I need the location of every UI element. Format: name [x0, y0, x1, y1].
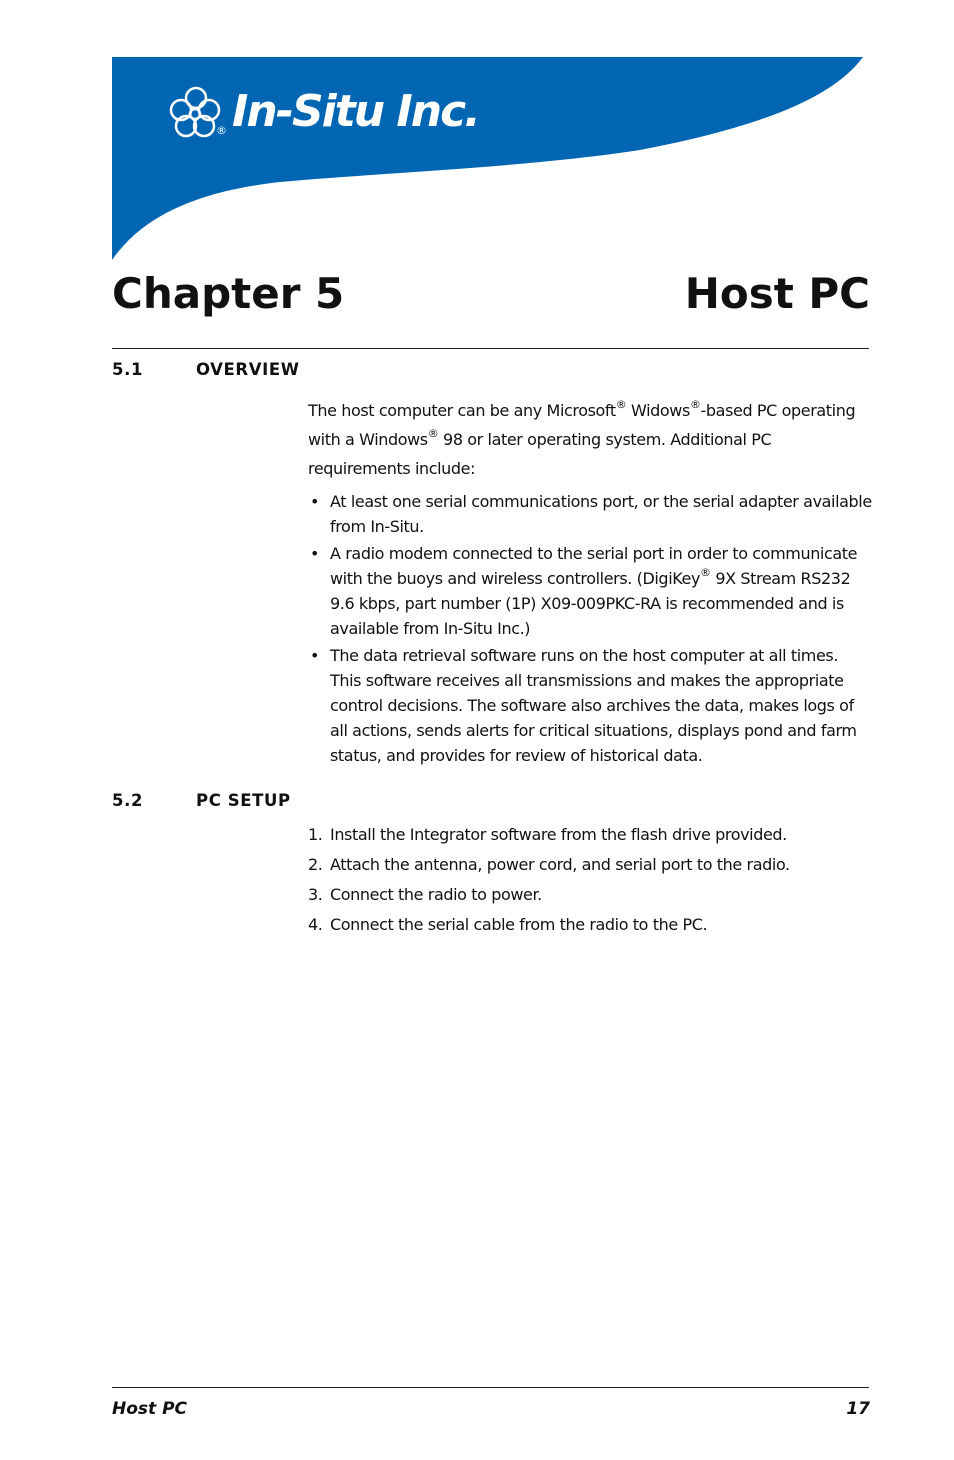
banner-swoosh	[112, 57, 863, 260]
section-number: 5.2	[112, 791, 144, 810]
footer-chapter-name: Host PC	[112, 1399, 188, 1419]
list-item: • At least one serial communications port, or the serial adapter available from In-Situ.	[308, 489, 873, 539]
setup-steps-list	[308, 822, 873, 942]
footer-divider	[112, 1387, 869, 1388]
overview-intro-paragraph: The host computer can be any Microsoft® Widows®-based PC operating with a Windows® 98 or later operating system. Additional PC requirements include:	[308, 397, 856, 478]
list-item: 1. Install the Integrator software from the flash drive provided.	[308, 825, 787, 844]
header-divider	[112, 348, 869, 349]
list-item: • A radio modem connected to the serial port in order to communicate with the buoys and wireless controllers. (DigiKey® 9X Stream RS232 9.6 kbps, part number (1P) X09-009PKC-RA is recommended and is available from In-Situ Inc.)	[308, 541, 873, 641]
section-number: 5.1	[112, 360, 144, 379]
registered-mark: ®	[216, 124, 227, 137]
section-heading: PC SETUP	[196, 791, 291, 810]
list-item: 3. Connect the radio to power.	[308, 885, 542, 904]
overview-body	[308, 396, 873, 768]
list-item: • The data retrieval software runs on the host computer at all times. This software receives all transmissions and makes the appropriate control decisions. The software also archives the data, makes logs of all actions, sends alerts for critical situations, displays pond and farm status, and provides for review of historical data.	[308, 643, 873, 768]
requirements-list	[308, 489, 873, 768]
registered-mark: ®	[615, 397, 627, 411]
section-heading: OVERVIEW	[196, 360, 300, 379]
chapter-title: Host PC	[684, 269, 870, 318]
chapter-label: Chapter 5	[112, 269, 345, 318]
setup-body	[308, 822, 873, 942]
list-item: 4. Connect the serial cable from the radio to the PC.	[308, 915, 708, 934]
company-logo-text: In-Situ Inc.	[232, 86, 479, 137]
registered-mark: ®	[700, 565, 711, 579]
page-number: 17	[846, 1399, 870, 1419]
list-item: 2. Attach the antenna, power cord, and serial port to the radio.	[308, 855, 790, 874]
registered-mark: ®	[689, 397, 701, 411]
registered-mark: ®	[427, 426, 439, 440]
